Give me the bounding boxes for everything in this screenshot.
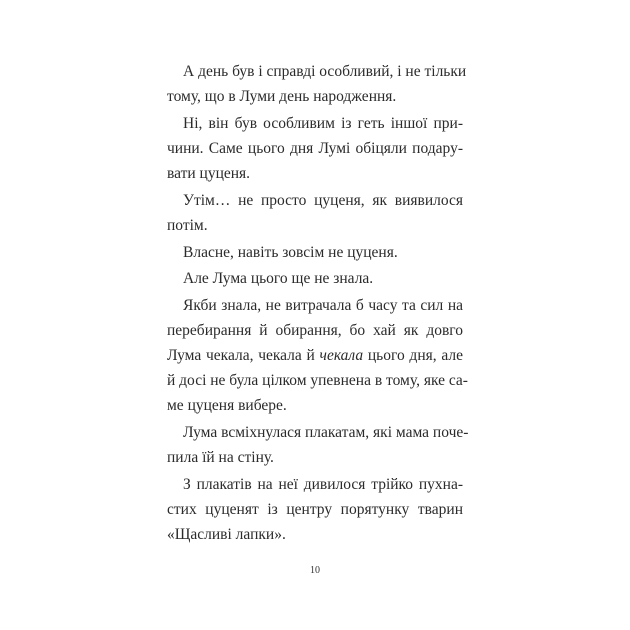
text-line: вати цуценя.: [167, 165, 251, 182]
text-line: пила їй на стіну.: [167, 449, 274, 466]
text-line: перебирання й обирання, бо хай як довго: [167, 322, 463, 339]
text-line: Якби знала, не витрачала б часу та сил на: [183, 297, 463, 314]
text-line: й досі не була цілком упевнена в тому, яке са-: [167, 372, 468, 389]
text-line: Власне, навіть зовсім не цуценя.: [183, 244, 398, 261]
text-line: Утім… не просто цуценя, як виявилося: [183, 192, 463, 209]
emphasized-word: чекала: [319, 347, 364, 364]
text-line: Але Лума цього ще не знала.: [183, 270, 374, 287]
text-line: Лума всміхнулася плакатам, які мама поче-: [183, 424, 469, 441]
text-segment: Лума чекала, чекала й: [167, 347, 320, 364]
text-line: З плакатів на неї дивилося трійко пухна-: [183, 476, 463, 493]
text-line: тому, що в Луми день народження.: [167, 88, 397, 105]
text-line-with-emphasis: [167, 346, 463, 366]
text-line: «Щасливі лапки».: [167, 526, 286, 543]
text-line: чини. Саме цього дня Лумі обіцяли подару-: [167, 140, 463, 157]
text-segment: цього дня, але: [363, 347, 463, 364]
text-line: стих цуценят із центру порятунку тварин: [167, 501, 463, 518]
text-line: потім.: [167, 217, 208, 234]
text-line: А день був і справді особливий, і не тільки: [183, 63, 467, 80]
text-line: ме цуценя вибере.: [167, 397, 287, 414]
page-number: 10: [310, 565, 320, 576]
text-line: Ні, він був особливим із геть іншої при-: [183, 115, 463, 132]
